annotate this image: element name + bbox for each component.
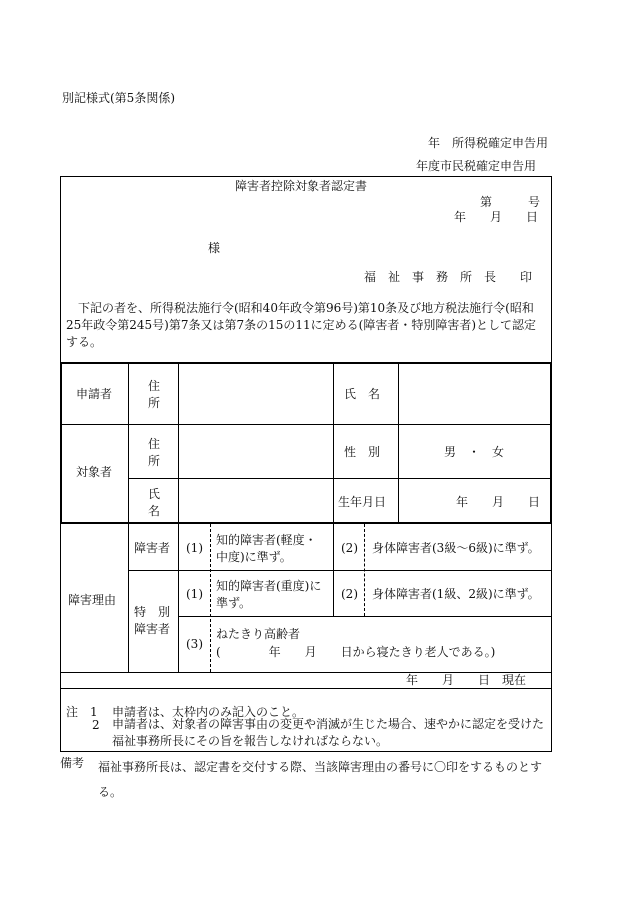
col-line-3 [333, 362, 334, 524]
item-2-no[interactable]: (2) [341, 541, 358, 555]
reason-dashed-1 [210, 524, 211, 672]
as-of-date: 年 月 日 現在 [406, 673, 527, 687]
item-4-no[interactable]: (2) [341, 587, 358, 601]
applicant-label: 申請者 [76, 387, 113, 401]
reason-row-1 [128, 570, 552, 571]
certificate-title: 障害者控除対象者認定書 [235, 179, 368, 193]
note-2-text: 申請者は、対象者の障害事由の変更や消滅が生じた場合、速やかに認定を受けた福祉事務所長にその旨を報告しなければならない。 [112, 717, 545, 748]
item-5-text: ねたきり高齢者 [216, 627, 301, 641]
reason-label: 障害理由 [68, 593, 117, 607]
note-2-label: 2 [92, 718, 100, 732]
remark-label: 備考 [60, 756, 85, 770]
item-3-text: 知的障害者(重度)に準ず。 [216, 579, 322, 610]
birthdate-value: 年 月 日 [456, 495, 541, 509]
special-disabled-label: 特 別 障害者 [134, 605, 171, 636]
disabled-label: 障害者 [134, 541, 171, 555]
note-1-text: 申請者は、太枠内のみ記入のこと。 [112, 705, 305, 719]
subject-label: 対象者 [76, 465, 113, 479]
issuer-signature: 福 祉 事 務 所 長 印 [364, 270, 533, 284]
row-line-1 [60, 424, 552, 425]
col-line-2 [178, 362, 179, 524]
resident-tax-line: 年度市民税確定申告用 [416, 159, 537, 173]
birthdate-label: 生年月日 [338, 495, 387, 509]
reason-row-2 [178, 616, 552, 617]
reason-col-1 [178, 524, 179, 672]
item-1-no[interactable]: (1) [186, 541, 203, 555]
item-1-text: 知的障害者(軽度・中度)に準ず。 [216, 533, 317, 564]
col-line-1 [128, 362, 129, 672]
applicant-address-label: 住 所 [148, 379, 161, 410]
bedridden-line: ( 年 月 日から寝たきり老人である。) [216, 645, 496, 659]
income-tax-line: 年 所得税確定申告用 [428, 136, 549, 150]
gender-options[interactable]: 男 ・ 女 [444, 445, 505, 459]
certificate-date: 年 月 日 [454, 210, 539, 224]
form-reference: 別記様式(第5条関係) [62, 91, 175, 105]
remark-text: 福祉事務所長は、認定書を交付する際、当該障害理由の番号に〇印をするものとする。 [98, 760, 543, 799]
item-4-text: 身体障害者(1級、2級)に準ず。 [372, 587, 540, 601]
gender-label: 性 別 [344, 445, 381, 459]
item-2-text: 身体障害者(3級～6級)に準ず。 [372, 541, 540, 555]
item-5-no[interactable]: (3) [186, 637, 203, 651]
certificate-number: 第 号 [480, 195, 541, 209]
addressee-suffix: 様 [208, 241, 221, 255]
col-line-4 [398, 362, 399, 524]
certificate-body: 下記の者を、所得税法施行令(昭和40年政令第96号)第10条及び地方税法施行令(昭和25年政令第245号)第7条又は第7条の15の11に定める(障害者・特別障害者)として認定する。 [66, 301, 537, 349]
applicant-name-label: 氏 名 [344, 387, 381, 401]
as-of-bottom-line [60, 688, 552, 689]
subject-name-label: 氏 名 [148, 487, 161, 518]
note-1-label: 注 1 [66, 705, 98, 719]
subject-address-label: 住 所 [148, 437, 161, 468]
item-3-no[interactable]: (1) [186, 587, 203, 601]
row-line-2 [128, 478, 552, 479]
